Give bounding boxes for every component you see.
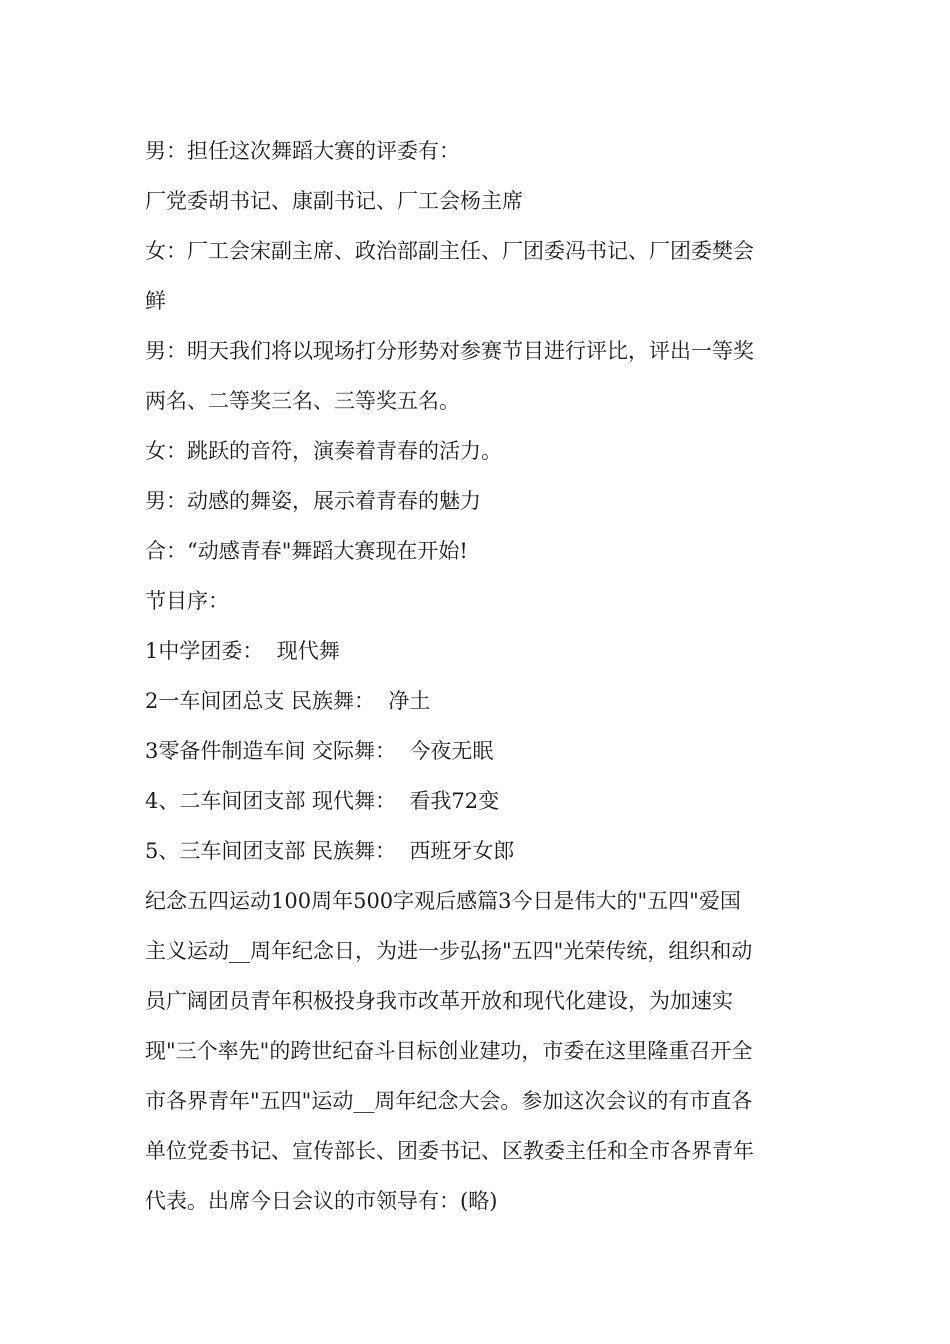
text-line: 员广阔团员青年积极投身我市改革开放和现代化建设，为加速实 xyxy=(145,989,733,1013)
text-line: 两名、二等奖三名、三等奖五名。 xyxy=(145,389,460,413)
text-line: 男：动感的舞姿，展示着青春的魅力 xyxy=(145,489,481,513)
text-line: 男：担任这次舞蹈大赛的评委有： xyxy=(145,139,460,163)
program-item: 2一车间团总支 民族舞： 净土 xyxy=(145,689,431,713)
text-line: 合：“动感青春"舞蹈大赛现在开始! xyxy=(145,539,468,563)
text-line: 厂党委胡书记、康副书记、厂工会杨主席 xyxy=(145,189,523,213)
text-line: 现"三个率先"的跨世纪奋斗目标创业建功，市委在这里隆重召开全 xyxy=(145,1039,753,1063)
program-item: 1中学团委： 现代舞 xyxy=(145,639,340,663)
text-line: 女：厂工会宋副主席、政治部副主任、厂团委冯书记、厂团委樊会 xyxy=(145,239,754,263)
program-item: 3零备件制造车间 交际舞： 今夜无眠 xyxy=(145,739,494,763)
text-line: 主义运动__周年纪念日，为进一步弘扬"五四"光荣传统，组织和动 xyxy=(145,939,753,963)
text-line: 鲜 xyxy=(145,289,166,313)
text-line: 男：明天我们将以现场打分形势对参赛节目进行评比，评出一等奖 xyxy=(145,339,754,363)
text-line: 女：跳跃的音符，演奏着青春的活力。 xyxy=(145,439,502,463)
text-line: 市各界青年"五四"运动__周年纪念大会。参加这次会议的有市直各 xyxy=(145,1089,753,1113)
text-line: 代表。出席今日会议的市领导有：(略) xyxy=(145,1189,498,1213)
program-heading: 节目序： xyxy=(145,589,229,613)
document-body xyxy=(145,126,810,1226)
program-item: 5、三车间团支部 民族舞： 西班牙女郎 xyxy=(145,839,515,863)
text-line: 单位党委书记、宣传部长、团委书记、区教委主任和全市各界青年 xyxy=(145,1139,754,1163)
text-line: 纪念五四运动100周年500字观后感篇3今日是伟大的"五四"爱国 xyxy=(145,889,741,913)
program-item: 4、二车间团支部 现代舞： 看我72变 xyxy=(145,789,500,813)
